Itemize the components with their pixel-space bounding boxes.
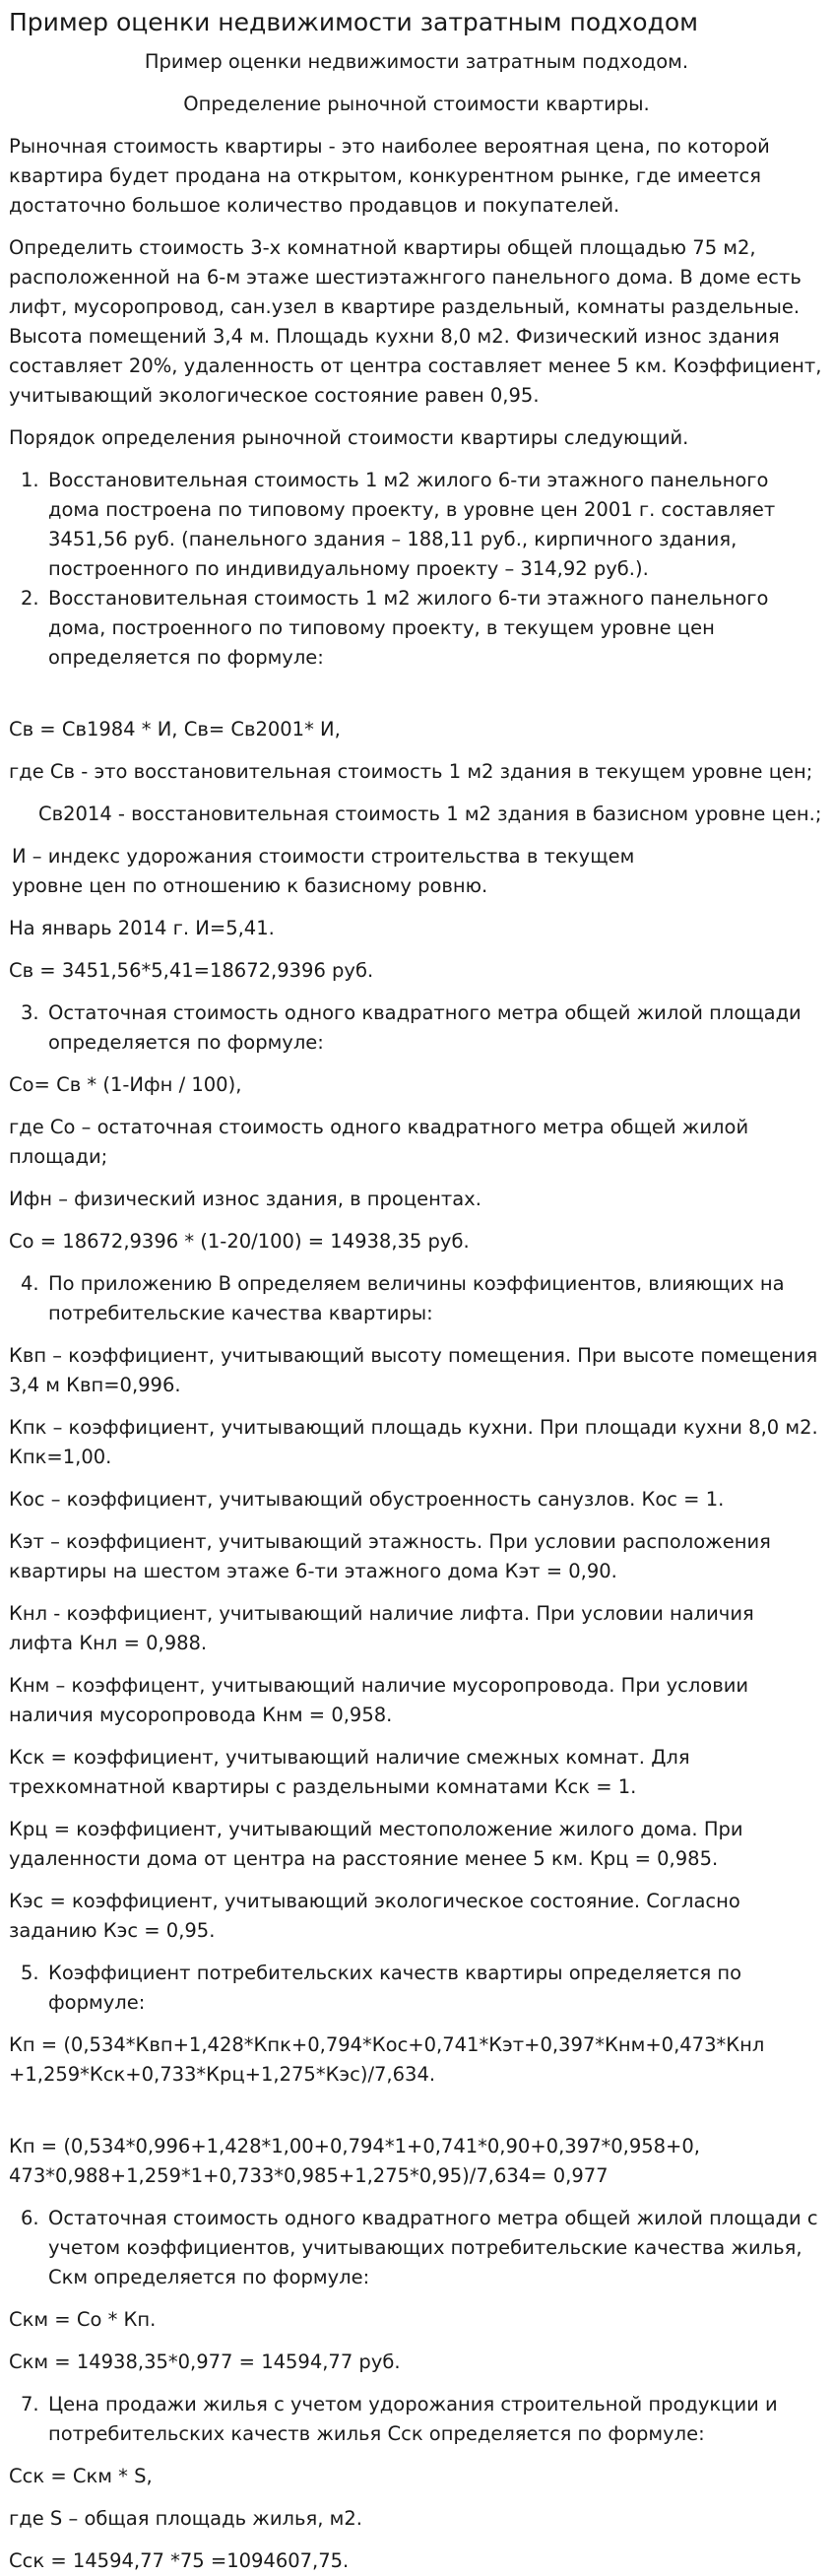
list-item — [9, 998, 824, 1058]
list-item-text: Восстановительная стоимость 1 м2 жилого 6-ти этажного панельного дома построена по типовому проекту, в уровне цен 2001 г. составляет 3451,56 руб. (панельного здания – 188,11 руб., кирпичного здания, построенного по индивидуальному проекту – 314,92 руб.). — [48, 469, 776, 580]
list-item-text: Восстановительная стоимость 1 м2 жилого 6-ти этажного панельного дома, построенного по типовому проекту, в текущем уровне цен определяется по формуле: — [48, 587, 769, 669]
spacer — [9, 685, 824, 715]
formula-line: И – индекс удорожания стоимости строительства в текущем уровне цен по отношению к базисному ровню. — [12, 845, 635, 897]
formula-line: Св = 3451,56*5,41=18672,9396 руб. — [9, 959, 374, 982]
coefficient-line: Кск = коэффициент, учитывающий наличие смежных комнат. Для трехкомнатной квартиры с раздельными комнатами Кск = 1. — [9, 1746, 690, 1798]
coefficient-line: Кпк – коэффициент, учитывающий площадь кухни. При площади кухни 8,0 м2. Кпк=1,00. — [9, 1416, 818, 1468]
coefficient-line: Крц = коэффициент, учитывающий местоположение жилого дома. При удаленности дома от центра на расстояние менее 5 км. Крц = 0,985. — [9, 1818, 743, 1870]
list-item — [9, 1959, 824, 2018]
list-item-number: 5. — [21, 1962, 39, 1984]
coefficient-line: Кэс = коэффициент, учитывающий экологическое состояние. Согласно заданию Кэс = 0,95. — [9, 1890, 740, 1942]
formula-line: Сск = 14594,77 *75 =1094607,75. — [9, 2549, 350, 2572]
section-title: Определение рыночной стоимости квартиры. — [183, 93, 650, 115]
formula-line: где S – общая площадь жилья, м2. — [9, 2507, 362, 2530]
list-item-number: 3. — [21, 1001, 39, 1024]
spacer — [9, 2102, 824, 2132]
list-item — [9, 584, 824, 673]
list-item — [9, 2390, 824, 2449]
list-item — [9, 2204, 824, 2292]
list-item-number: 4. — [21, 1272, 39, 1295]
formula-line: Кп = (0,534*Квп+1,428*Кпк+0,794*Кос+0,741*Кэт+0,397*Кнм+0,473*Кнл +1,259*Кск+0,733*Крц+1,275*Кэс)/7,634. — [9, 2033, 765, 2086]
coefficient-line: Квп – коэффициент, учитывающий высоту помещения. При высоте помещения 3,4 м Квп=0,996. — [9, 1344, 818, 1396]
document-subtitle: Пример оценки недвижимости затратным подходом. — [144, 50, 689, 73]
formula-line: Ифн – физический износ здания, в процентах. — [9, 1188, 481, 1210]
formula-line: Св2014 - восстановительная стоимость 1 м2 здания в базисном уровне цен.; — [38, 803, 822, 825]
coefficient-line: Кэт – коэффициент, учитывающий этажность. При условии расположения квартиры на шестом этаже 6-ти этажного дома Кэт = 0,90. — [9, 1530, 771, 1582]
page-title: Пример оценки недвижимости затратным подходом — [9, 8, 698, 36]
formula-line: где Св - это восстановительная стоимость 1 м2 здания в текущем уровне цен; — [9, 760, 813, 783]
coefficient-line: Кнл - коэффициент, учитывающий наличие лифта. При условии наличия лифта Кнл = 0,988. — [9, 1602, 754, 1654]
list-item-number: 6. — [21, 2207, 39, 2229]
formula-line: Кп = (0,534*0,996+1,428*1,00+0,794*1+0,741*0,90+0,397*0,958+0, 473*0,988+1,259*1+0,733*0,985+1,275*0,95)/7,634= 0,977 — [9, 2135, 700, 2187]
list-item-text: Остаточная стоимость одного квадратного метра общей жилой площади определяется по формуле: — [48, 1001, 802, 1054]
task-paragraph: Определить стоимость 3-х комнатной квартиры общей площадью 75 м2, расположенной на 6-м этаже шестиэтажнгого панельного дома. В доме есть лифт, мусоропровод, сан.узел в квартире раздельный, комнаты раздельные. Высота помещений 3,4 м. Площадь кухни 8,0 м2. Физический износ здания составляет 20%, удаленность от центра составляет менее 5 км. Коэффициент, учитывающий экологическое состояние равен 0,95. — [9, 236, 822, 407]
list-item-text: Цена продажи жилья с учетом удорожания строительной продукции и потребительских качеств жилья Сск определяется по формуле: — [48, 2393, 778, 2445]
formula-line: Св = Св1984 * И, Св= Св2001* И, — [9, 718, 341, 741]
formula-line: Скм = Со * Кп. — [9, 2308, 157, 2331]
intro-paragraph: Рыночная стоимость квартиры - это наиболее вероятная цена, по которой квартира будет продана на открытом, конкурентном рынке, где имеется достаточно большое количество продавцов и покупателей. — [9, 135, 770, 217]
list-item-text: Остаточная стоимость одного квадратного метра общей жилой площади с учетом коэффициентов, учитывающих потребительские качества жилья, Скм определяется по формуле: — [48, 2207, 818, 2288]
list-item-number: 1. — [21, 469, 39, 491]
coefficient-line: Кнм – коэффицент, учитывающий наличие мусоропровода. При условии наличия мусоропровода Кнм = 0,958. — [9, 1674, 749, 1726]
list-item-number: 2. — [21, 587, 39, 610]
formula-line: Со = 18672,9396 * (1-20/100) = 14938,35 руб. — [9, 1230, 470, 1253]
list-item-text: Коэффициент потребительских качеств квартиры определяется по формуле: — [48, 1962, 742, 2014]
list-item-number: 7. — [21, 2393, 39, 2415]
list-item-text: По приложению В определяем величины коэффициентов, влияющих на потребительские качества квартиры: — [48, 1272, 785, 1324]
formula-line: На январь 2014 г. И=5,41. — [9, 917, 275, 939]
list-item — [9, 466, 824, 584]
formula-line: Скм = 14938,35*0,977 = 14594,77 руб. — [9, 2351, 401, 2373]
procedure-paragraph: Порядок определения рыночной стоимости квартиры следующий. — [9, 426, 689, 449]
coefficient-line: Кос – коэффициент, учитывающий обустроенность санузлов. Кос = 1. — [9, 1488, 725, 1511]
formula-line: где Со – остаточная стоимость одного квадратного метра общей жилой площади; — [9, 1116, 749, 1168]
formula-line: Со= Св * (1-Ифн / 100), — [9, 1073, 242, 1096]
formula-line: Сск = Скм * S, — [9, 2465, 153, 2487]
list-item — [9, 1269, 824, 1328]
